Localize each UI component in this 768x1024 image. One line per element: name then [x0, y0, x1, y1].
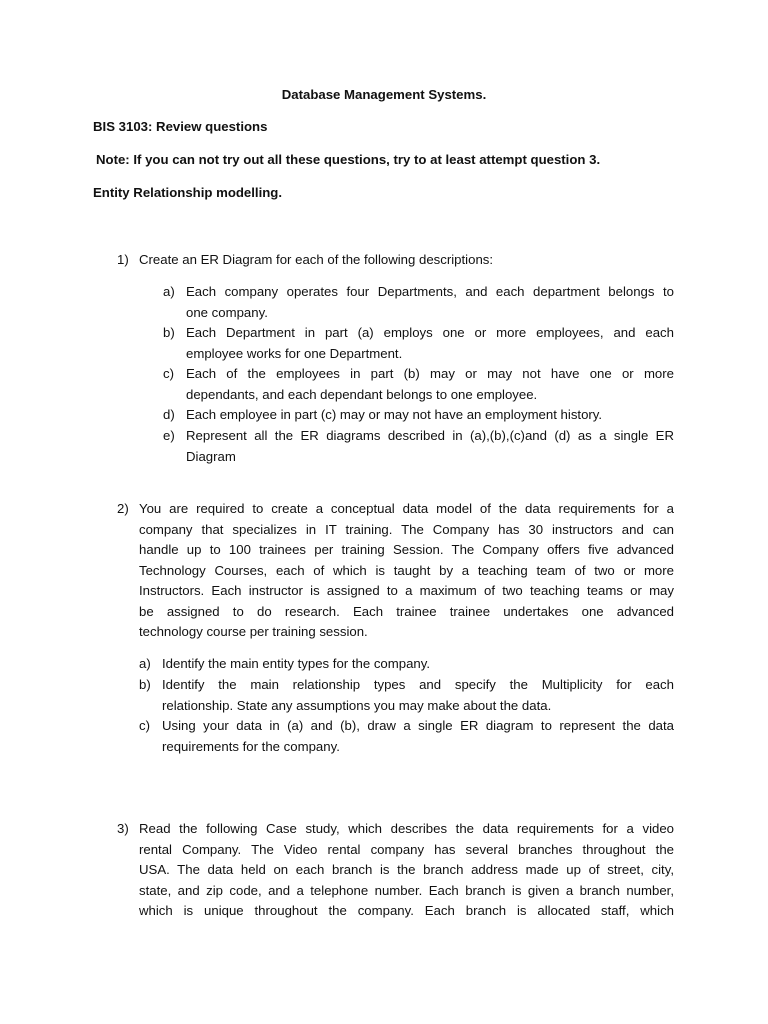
text-line: one company.: [186, 304, 268, 320]
question-number: 1): [117, 252, 129, 267]
question-number: 3): [117, 821, 129, 836]
text-line: Each company operates four Departments, and each department belongs to: [186, 284, 674, 299]
text-line: Each employee in part (c) may or may not have an employment history.: [186, 407, 603, 422]
sub-question-label: a): [139, 656, 151, 671]
text-line: rental Company. The Video rental company has several branches throughout the: [139, 841, 674, 857]
text-line: employee works for one Department.: [186, 345, 403, 361]
text-line: Read the following Case study, which describes the data requirements for a video: [139, 821, 674, 836]
text-line: technology course per training session.: [139, 624, 368, 639]
sub-question-label: c): [163, 366, 174, 381]
text-line: Each of the employees in part (b) may or may not have one or more: [186, 366, 674, 381]
text-line: Technology Courses, each of which is taught by a teaching team of two or more: [139, 562, 674, 578]
text-line: Each Department in part (a) employs one or more employees, and each: [186, 325, 674, 340]
sub-question-label: c): [139, 718, 150, 733]
text-line: Represent all the ER diagrams described in (a),(b),(c)and (d) as a single ER: [186, 428, 674, 443]
text-line: dependants, and each dependant belongs to one employee.: [186, 386, 538, 402]
text-line: handle up to 100 trainees per training Session. The Company offers five advanced: [139, 542, 674, 557]
sub-question-label: b): [163, 325, 175, 340]
text-line: requirements for the company.: [162, 738, 340, 754]
text-line: which is unique throughout the company. Each branch is allocated staff, which: [139, 903, 674, 918]
sub-question-label: a): [163, 284, 175, 299]
question-number: 2): [117, 501, 129, 516]
text-line: Create an ER Diagram for each of the following descriptions:: [139, 252, 494, 267]
text-line: be assigned to do research. Each trainee trainee undertakes one advanced: [139, 603, 674, 619]
text-line: Identify the main relationship types and specify the Multiplicity for each: [162, 677, 674, 692]
text-line: Using your data in (a) and (b), draw a single ER diagram to represent the data: [162, 718, 674, 733]
section-heading: Entity Relationship modelling.: [93, 185, 283, 200]
text-line: You are required to create a conceptual data model of the data requirements for a: [139, 501, 674, 516]
text-line: company that specializes in IT training. The Company has 30 instructors and can: [139, 521, 674, 537]
text-line: relationship. State any assumptions you may make about the data.: [162, 697, 552, 713]
text-line: USA. The data held on each branch is the branch address made up of street, city,: [139, 862, 674, 877]
sub-question-label: b): [139, 677, 151, 692]
document-title: Database Management Systems.: [281, 87, 487, 102]
sub-question-label: e): [163, 428, 175, 443]
text-line: state, and zip code, and a telephone number. Each branch is given a branch number,: [139, 882, 674, 898]
text-line: Diagram: [186, 448, 236, 464]
course-heading: BIS 3103: Review questions: [93, 119, 268, 134]
text-line: Instructors. Each instructor is assigned to a maximum of two teaching teams or may: [139, 583, 674, 598]
sub-question-label: d): [163, 407, 175, 422]
note-text: Note: If you can not try out all these questions, try to at least attempt question 3.: [96, 152, 601, 167]
text-line: Identify the main entity types for the company.: [162, 656, 431, 671]
